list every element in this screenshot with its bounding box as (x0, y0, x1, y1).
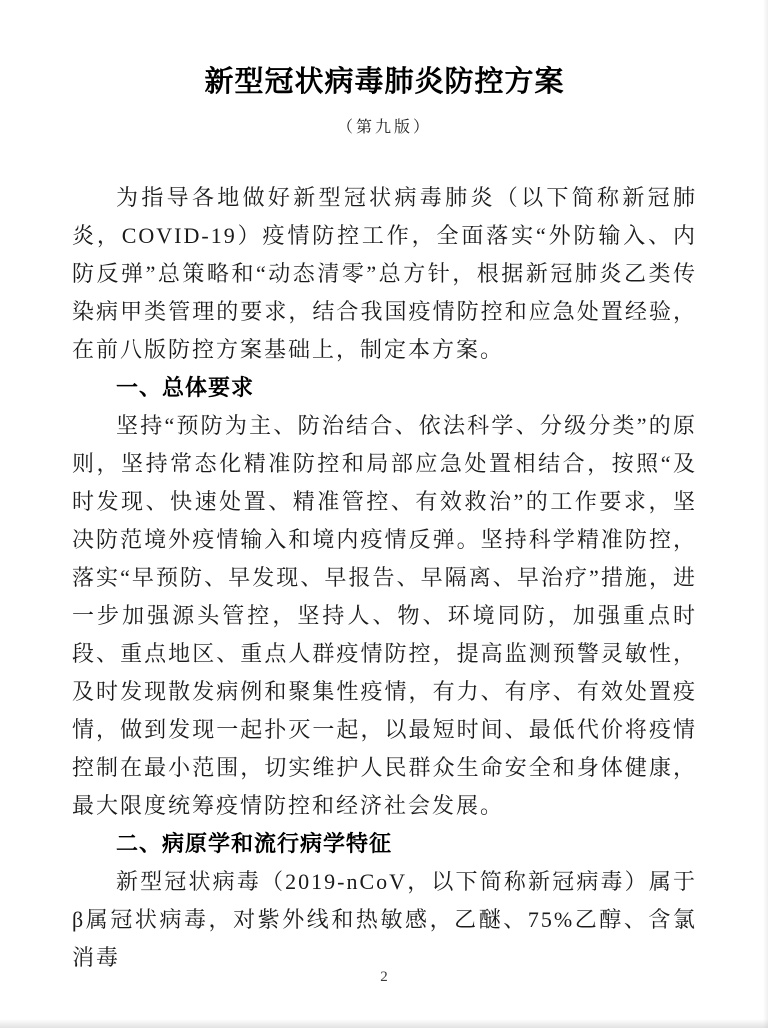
paragraph: 为指导各地做好新型冠状病毒肺炎（以下简称新冠肺炎，COVID-19）疫情防控工作，全面落实“外防输入、内防反弹”总策略和“动态清零”总方针，根据新冠肺炎乙类传染病甲类管理的要求，结合我国疫情防控和应急处置经验，在前八版防控方案基础上，制定本方案。 (72, 185, 697, 362)
document-body (72, 179, 697, 977)
scan-edge-right (763, 0, 768, 1028)
paragraph: 新型冠状病毒（2019-nCoV，以下简称新冠病毒）属于β属冠状病毒，对紫外线和热敏感，乙醚、75%乙醇、含氯消毒 (72, 869, 697, 970)
section-heading: 一、总体要求 (116, 375, 255, 400)
document-title: 新型冠状病毒肺炎防控方案 (204, 66, 565, 98)
section-heading: 二、病原学和流行病学特征 (116, 831, 393, 856)
paragraph: 坚持“预防为主、防治结合、依法科学、分级分类”的原则，坚持常态化精准防控和局部应急处置相结合，按照“及时发现、快速处置、精准管控、有效救治”的工作要求，坚决防范境外疫情输入和境内疫情反弹。坚持科学精准防控，落实“早预防、早发现、早报告、早隔离、早治疗”措施，进一步加强源头管控，坚持人、物、环境同防，加强重点时段、重点地区、重点人群疫情防控，提高监测预警灵敏性，及时发现散发病例和聚集性疫情，有力、有序、有效处置疫情，做到发现一起扑灭一起，以最短时间、最低代价将疫情控制在最小范围，切实维护人民群众生命安全和身体健康，最大限度统筹疫情防控和经济社会发展。 (72, 413, 697, 818)
document-subtitle: （第九版） (336, 119, 432, 136)
scan-edge-bottom (0, 1019, 768, 1028)
page-number: 2 (380, 969, 388, 985)
